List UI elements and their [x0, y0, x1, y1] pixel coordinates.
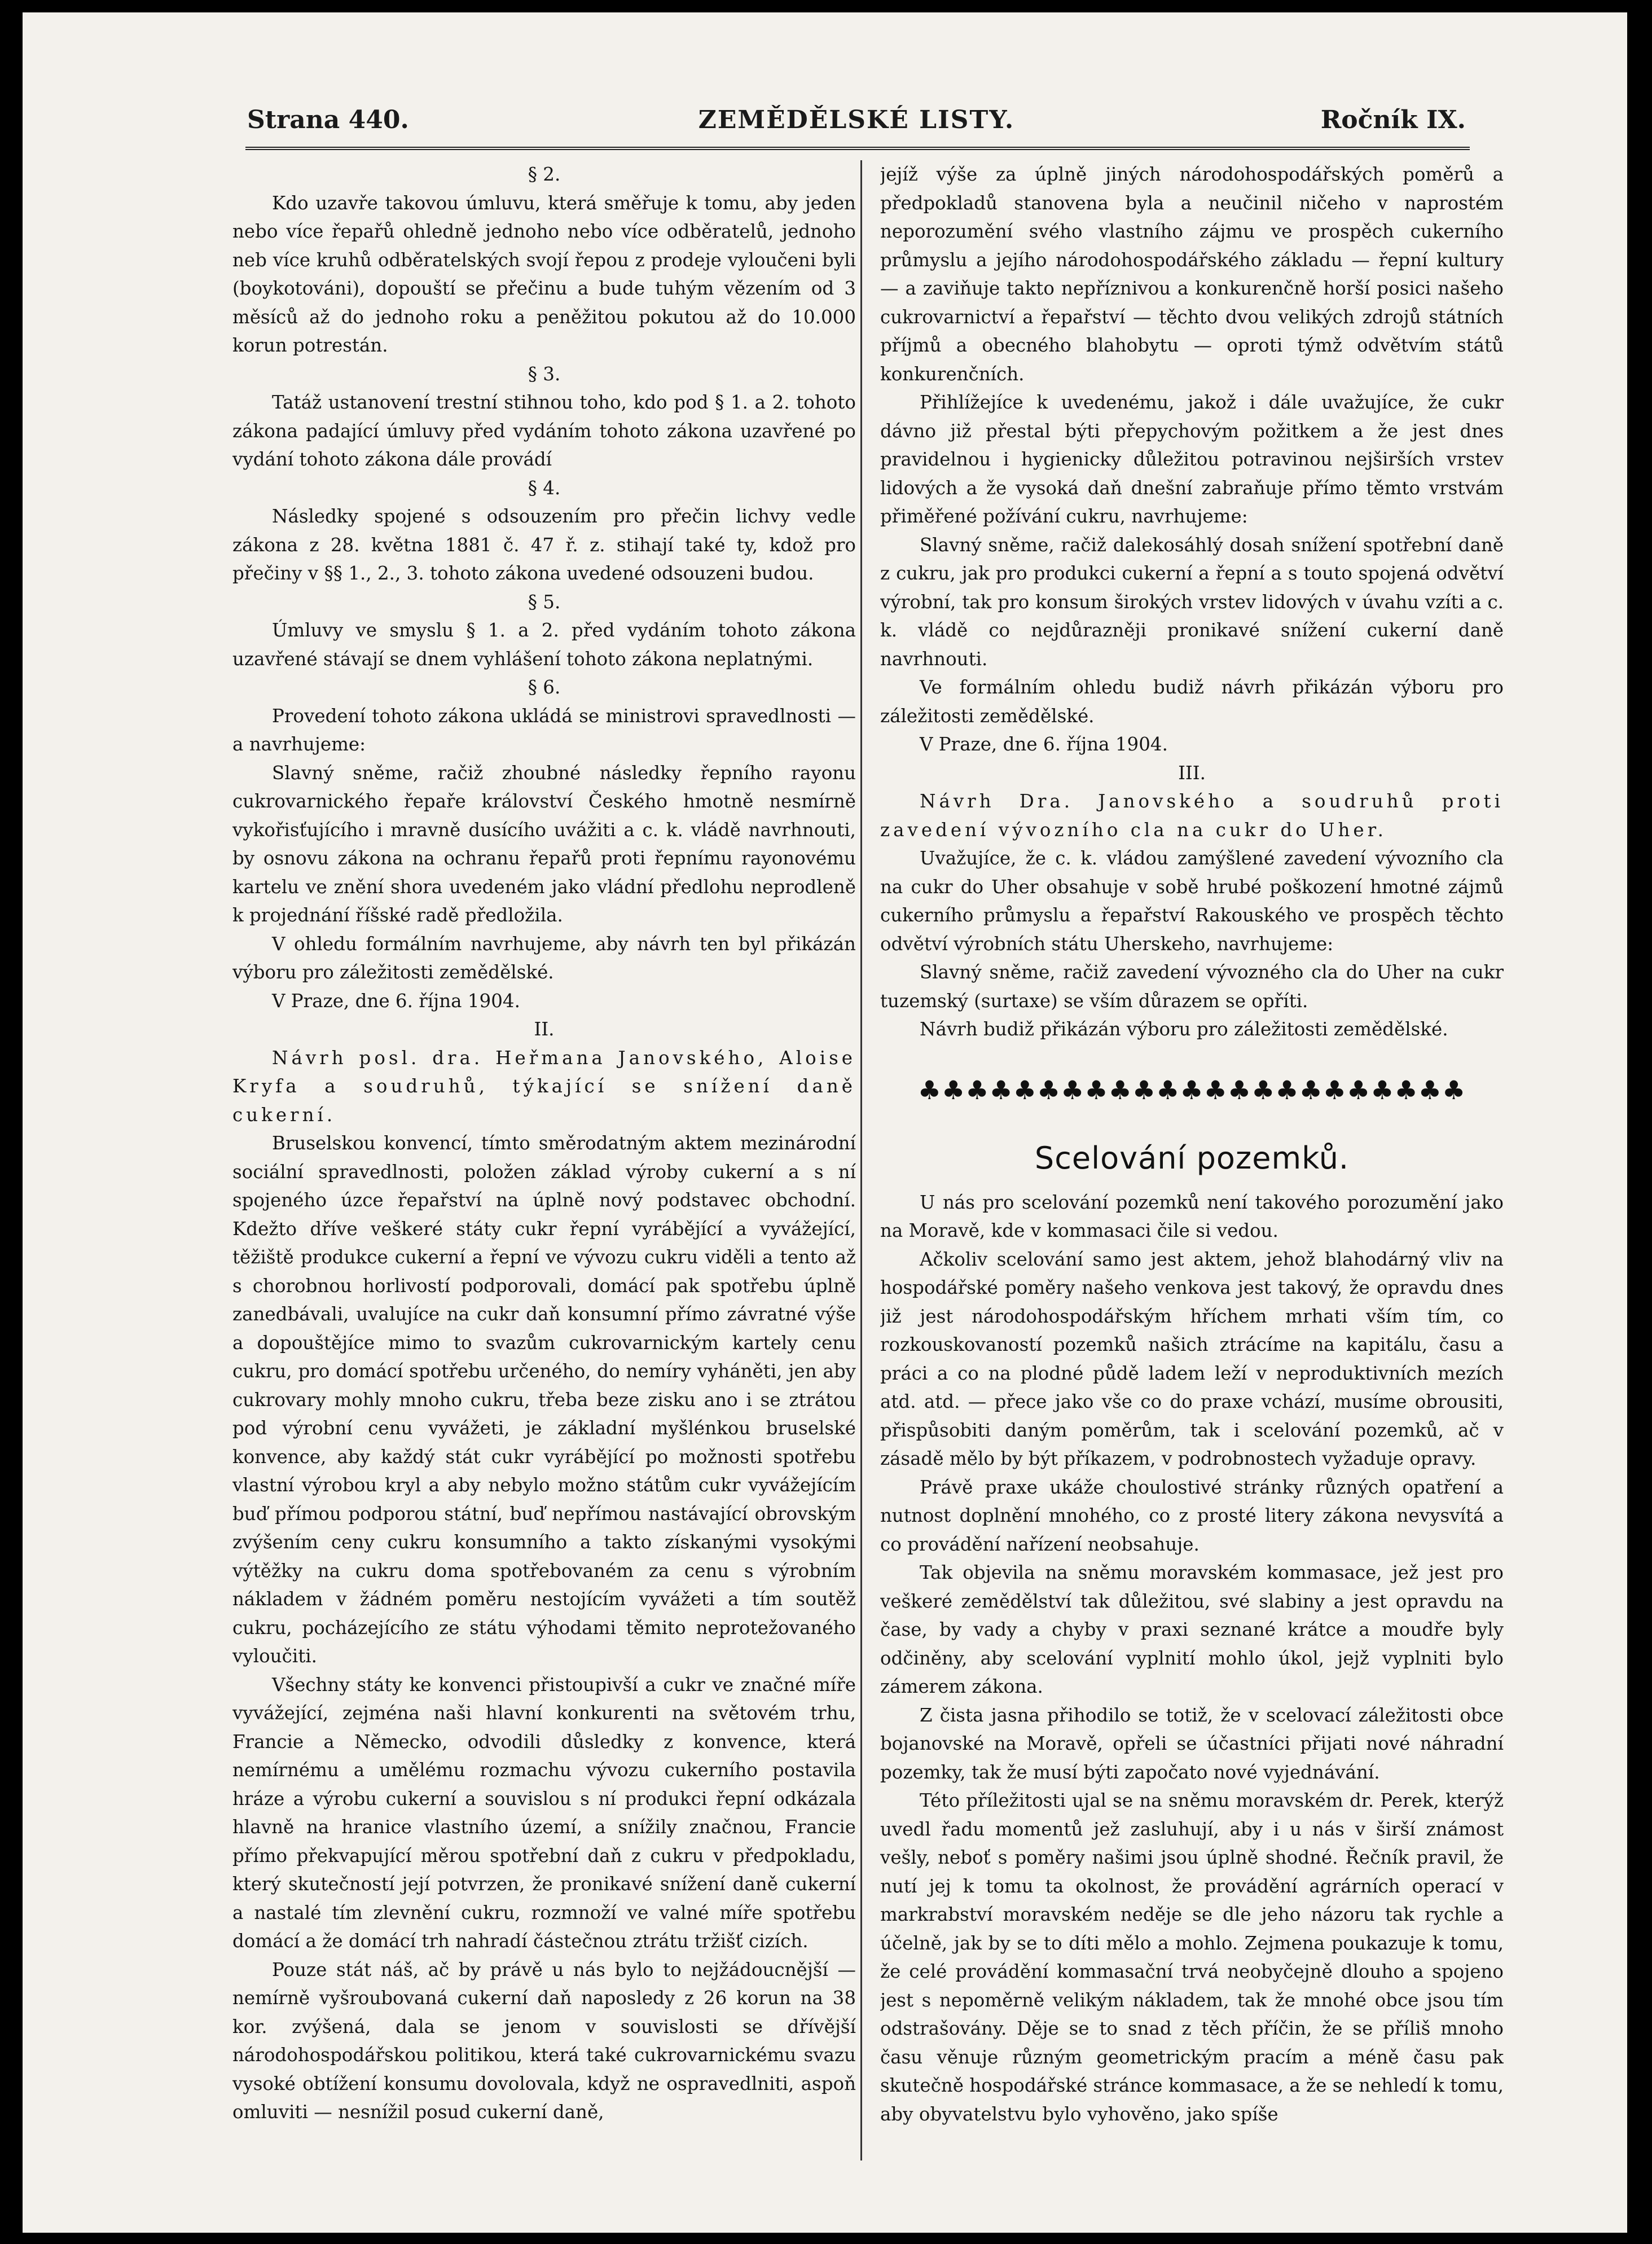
brussels-paragraph: Bruselskou konvencí, tímto směrodatným aktem mezinárodní sociální spravedlnosti, položen základ výroby cukerní a s ní spojeného úzce řepařství na úplně nový podstavec obchodní. Kdežto dříve veškeré státy cukr řepní vyrábějící a vyvážející, těžiště produkce cukerní a řepní ve vývozu cukru viděli a tento až s chorobnou horlivostí podporovali, domácí pak spotřebu úplně zanedbávali, uvalujíce na cukr daň konsumní přímo závratné výše a dopouštějíce mimo to svazům cukrovarnickým kartely cenu cukru, pro domácí spotřebu určeného, do nemíry vyháněti, jen aby cukrovary mohly mnoho cukru, třeba beze zisku ano i se ztrátou pod výrobní cenu vyvážeti, je základní myšlénkou bruselské konvence, aby každý stát cukr vyrábějící po možnosti spotřebu vlastní výrobou kryl a aby nebylo možno státům cukr vyvážejícím buď přímou podporou státní, buď nepřímou nastávající obrovským zvýšením ceny cukru konsumního a takto získanými vysokými výtěžky na cukru doma spotřebovaném za cenu s výrobním nákladem v žádném poměru nestojícím vyvážeti a tím soutěž cukru, pocházejícího ze státu výhodami těmito neprotežovaného vyloučiti. — [232, 1132, 856, 1667]
motion-paragraph: Slavný sněme, račiž zhoubné následky řepního rayonu cukrovarnického řepaře království Českého hmotně nesmírně vykořisťujícího i mravně dusícího uvážiti a c. k. vládě navrhnouti, by osnovu zákona na ochranu řepařů proti řepnímu rayonovému kartelu ve znění shora uvedeném jako vládní předlohu neprodleně k projednání říšské radě předložila. — [232, 762, 856, 926]
formal-paragraph: V ohledu formálním navrhujeme, aby návrh ten byl přikázán výboru pro záležitosti zemědělské. — [232, 933, 856, 983]
left-column — [232, 160, 856, 2175]
section-5-heading: § 5. — [528, 591, 561, 613]
header-rule — [245, 147, 1470, 150]
section-5-text: Úmluvy ve smyslu § 1. a 2. před vydáním tohoto zákona uzavřené stávají se dnem vyhlášení tohoto zákona neplatnými. — [232, 620, 856, 670]
considering-paragraph: Přihlížejíce k uvedenému, jakož i dále uvažujíce, že cukr dávno již přestal býti přepychovým požitkem a že jest dnes pravidelnou i hygienicky důležitou potravinou nejširších vrstev lidových a že vysoká daň dnešní zabraňuje přímo těmto vrstvám přiměřené požívání cukru, navrhujeme: — [880, 392, 1504, 527]
formal-paragraph-ii: Ve formálním ohledu budiž návrh přikázán výboru pro záležitosti zemědělské. — [880, 677, 1504, 727]
ornament-divider: ♣♣♣♣♣♣♣♣♣♣♣♣♣♣♣♣♣♣♣♣♣♣♣ — [917, 1074, 1466, 1105]
continued-paragraph: jejíž výše za úplně jiných národohospodářských poměrů a předpokladů stanovena byla a neučinil ničeho v naprostém neporozumění svého vlastního zájmu ve prospěch cukerního průmyslu a jejího národohospodářského základu — řepní kultury — a zaviňuje takto nepříznivou a konkurenčně horší posici našeho cukrovarnictví a řepařství — těchto dvou velikých zdrojů státních příjmů a obecného blahobytu — oproti týmž odvětvím států konkurenčních. — [880, 164, 1504, 385]
article-paragraph-6: Této příležitosti ujal se na sněmu moravském dr. Perek, kterýž uvedl řadu momentů jež zasluhují, aby i u nás v širší známost vešly, neboť s poměry našimi jsou úplně shodné. Řečník pravil, že nutí jej k tomu ta okolnost, že provádění agrárních operací v markrabství moravském neděje se dle jeho názoru tak rychle a účelně, jak by se to díti mělo a mohlo. Zejmena poukazuje k tomu, že celé provádění kommasační trvá neobyčejně dlouho a spojeno jest s nepoměrně velikým nákladem, tak že mnohé obce jsou tím odstrašovány. Děje se to snad z těch příčin, že se příliš mnoho času věnuje různým geometrickým pracím a méně času pak skutečně hospodářské stránce kommasace, a že se nehledí k tomu, aby obyvatelstvu bylo vyhověno, jako spíše — [880, 1790, 1504, 2125]
section-2-text: Kdo uzavře takovou úmluvu, která směřuje k tomu, aby jeden nebo více řepařů ohledně jednoho nebo více odběratelů, jednoho neb více kruhů odběratelských svojí řepou z prodeje vyloučeni byli (boykotováni), dopouští se přečinu a bude tuhým vězením od 3 měsíců až do jednoho roku a peněžitou pokutou až do 10.000 korun potrestán. — [232, 192, 856, 356]
section-4-heading: § 4. — [528, 477, 561, 499]
page-number: Strana 440. — [247, 106, 409, 134]
right-column — [880, 160, 1504, 2175]
journal-title: ZEMĚDĚLSKÉ LISTY. — [698, 106, 1015, 134]
running-head — [247, 106, 1466, 139]
article-paragraph-2: Ačkoliv scelování samo jest aktem, jehož blahodárný vliv na hospodářské poměry našeho venkova jest takový, že opravdu dnes již jest národohospodářským hříchem mrhati vším tím, co rozkouskovaností pozemků našich ztrácíme na kapitálu, času a práci a co na plodné půdě ladem leží v neproduktivních mezích atd. atd. — přece jako vše co do praxe vchází, musíme obrousiti, přispůsobiti daným poměrům, tak i scelování pozemků, ač v zásadě mělo by být příkazem, v podrobnostech vyžaduje opravy. — [880, 1248, 1504, 1469]
section-4-text: Následky spojené s odsouzením pro přečin lichvy vedle zákona z 28. května 1881 č. 47 ř. z. stihají také ty, kdož pro přečiny v §§ 1., 2., 3. tohoto zákona uvedené odsouzeni budou. — [232, 506, 856, 584]
section-number-ii: II. — [534, 1018, 555, 1040]
volume-label: Ročník IX. — [1320, 106, 1466, 134]
states-paragraph: Všechny státy ke konvenci přistoupivší a cukr ve značné míře vyvážející, zejména naši hlavní konkurenti na světovém trhu, Francie a Německo, odvodili důsledky z konvence, která nemírnému a umělému rozmachu vývozu cukerního postavila hráze a výrobu cukerní a souvislou s ní produkci řepní odkázala hlavně na hranice vlastního území, a snížily značnou, Francie přímo překvapující měrou spotřební daň z cukru v předpokladu, který skutečností její potvrzen, že pronikavé snížení daně cukerní a nastalé tím zlevnění cukru, rozmnoží ve valné míře spotřebu domácí a že domácí trh nahradí částečnou ztrátu tržišť cizích. — [232, 1674, 856, 1952]
article-paragraph-4: Tak objevila na sněmu moravském kommasace, jež jest pro veškeré zemědělství tak důležitou, své slabiny a jest opravdu na čase, by vady a chyby v praxi seznané krátce a moudře byly odčiněny, aby scelování vyplnití mohlo úkol, jejž vyplniti bylo zámerem zákona. — [880, 1562, 1504, 1697]
article-paragraph-1: U nás pro scelování pozemků není takového porozumění jako na Moravě, kde v kommasaci čile si vedou. — [880, 1191, 1504, 1241]
our-state-paragraph: Pouze stát náš, ač by právě u nás bylo to nejžádoucnější — nemírně vyšroubovaná cukerní daň naposledy z 26 korun na 38 kor. zvýšená, dala se jenom v souvislosti se dřívější národohospodářskou politikou, která také cukrovarnickému svazu vysoké obtížení konsumu dovolovala, když ne ospravedlniti, aspoň omluviti — nesnížil posud cukerní daně, — [232, 1958, 856, 2123]
motion-paragraph-iii: Slavný sněme, račiž zavedení vývozného cla do Uher na cukr tuzemský (surtaxe) se vším důrazem se opříti. — [880, 961, 1504, 1012]
motion-paragraph-ii: Slavný sněme, račiž dalekosáhlý dosah snížení spotřební daně z cukru, jak pro produkci cukerní a řepní a s touto spojená odvětví výrobní, tak pro konsum širokých vrstev lidových v úvahu vzíti a c. k. vládě co nejdůrazněji pronikavé snížení cukerní daně navrhnouti. — [880, 534, 1504, 670]
date-signature: V Praze, dne 6. října 1904. — [272, 990, 520, 1012]
export-duty-paragraph: Uvažujíce, že c. k. vládou zamýšlené zavedení vývozního cla na cukr do Uher obsahuje v sobě hrubé poškození hmotné zájmů cukerního průmyslu a řepařství Rakouského ve prospěch těchto odvětví výrobních státu Uherskeho, navrhujeme: — [880, 847, 1504, 955]
newspaper-page — [23, 12, 1627, 2233]
article-paragraph-5: Z čista jasna přihodilo se totiž, že v scelovací záležitosti obce bojanovské na Moravě, opřeli se účastníci přijati nové náhradní pozemky, tak že musí býti započato nové vyjednávání. — [880, 1704, 1504, 1783]
section-number-iii: III. — [1178, 762, 1206, 784]
section-2-heading: § 2. — [528, 164, 561, 185]
proposal-iii-title: Návrh Dra. Janovského a soudruhů proti zavedení vývozního cla na cukr do Uher. — [880, 791, 1504, 841]
article-title: Scelování pozemků. — [1034, 1140, 1350, 1176]
column-rule — [860, 160, 862, 2160]
date-signature-ii: V Praze, dne 6. října 1904. — [920, 734, 1168, 755]
article-paragraph-3: Právě praxe ukáže choulostivé stránky různých opatření a nutnost doplnění mnohého, co z prosté litery zákona nevysvítá a co provádění nařízení neobsahuje. — [880, 1476, 1504, 1555]
section-6-text: Provedení tohoto zákona ukládá se ministrovi spravedlnosti — a navrhujeme: — [232, 705, 856, 755]
referral-paragraph-iii: Návrh budiž přikázán výboru pro záležitosti zemědělské. — [920, 1018, 1448, 1040]
section-3-heading: § 3. — [528, 363, 561, 385]
section-6-heading: § 6. — [528, 677, 561, 698]
proposal-ii-title: Návrh posl. dra. Heřmana Janovského, Aloise Kryfa a soudruhů, týkající se snížení daně cukerní. — [232, 1047, 856, 1126]
section-3-text: Tatáž ustanovení trestní stihnou toho, kdo pod § 1. a 2. tohoto zákona padající úmluvy před vydáním tohoto zákona uzavřené po vydání tohoto zákona dále provádí — [232, 392, 856, 470]
